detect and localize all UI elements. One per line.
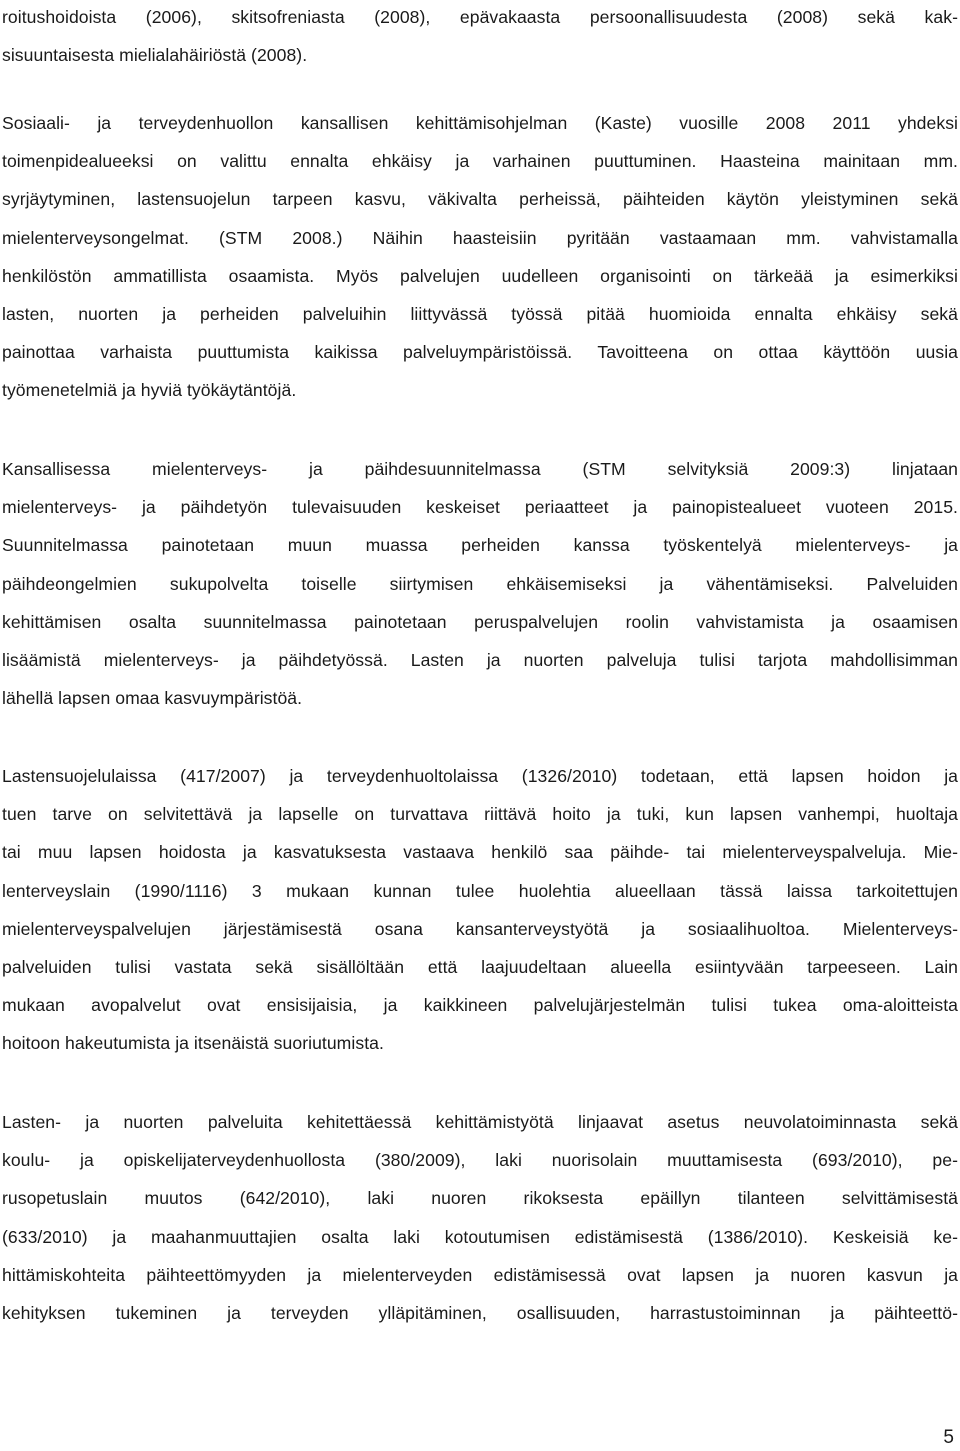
text-line: (633/2010) ja maahanmuuttajien osalta laki kotoutumisen edistämisestä (1386/2010). Keskeisiä ke- [2,1226,958,1247]
paragraph-youth-services [2,1103,958,1332]
text-line: lisäämistä mielenterveys- ja päihdetyössä. Lasten ja nuorten palveluja tulisi tarjota mahdollisimman [2,649,958,670]
text-line: Lasten- ja nuorten palveluita kehitettäessä kehittämistyötä linjaavat asetus neuvolatoiminnasta sekä [2,1112,958,1132]
text-line: kehityksen tukeminen ja terveyden ylläpitäminen, osallisuuden, harrastustoiminnan ja päihteettö- [2,1302,958,1323]
text-line: hoitoon hakeutumista ja itsenäistä suoriutumista. [2,1033,384,1054]
text-line: kehittämisen osalta suunnitelmassa painotetaan peruspalvelujen roolin vahvistamista ja osaamisen [2,611,958,632]
text-line: toimenpidealueeksi on valittu ennalta ehkäisy ja varhainen puuttuminen. Haasteina mainitaan mm. [2,151,958,172]
text-line: koulu- ja opiskelijaterveydenhuollosta (380/2009), laki nuorisolain muuttamisesta (693/2010), pe- [2,1150,958,1171]
text-line: henkilöstön ammatillista osaamista. Myös palvelujen uudelleen organisointi on tärkeää ja esimerkiksi [2,265,958,286]
text-line: päihdeongelmien sukupolvelta toiselle siirtymisen ehkäisemiseksi ja vähentämiseksi. Palveluiden [2,573,958,594]
text-line: työmenetelmiä ja hyviä työkäytäntöjä. [2,380,297,401]
text-line: syrjäytyminen, lastensuojelun tarpeen kasvu, väkivalta perheissä, päihteiden käytön yleistyminen sekä [2,189,958,210]
text-line: tai muu lapsen hoidosta ja kasvatuksesta vastaava henkilö saa päihde- tai mielenterveyspalveluja. Mie- [2,842,958,863]
text-line: hittämiskohteita päihteettömyyden ja mielenterveyden edistämisessä ovat lapsen ja nuoren kasvun ja [2,1264,958,1285]
text-line: Kansallisessa mielenterveys- ja päihdesuunnitelmassa (STM selvityksiä 2009:3) linjataan [2,459,958,479]
text-line: Lastensuojelulaissa (417/2007) ja terveydenhuoltolaissa (1326/2010) todetaan, että lapsen hoidon ja [2,766,958,786]
text-line: lenterveyslain (1990/1116) 3 mukaan kunnan tulee huolehtia alueellaan tässä laissa tarkoitettujen [2,880,958,901]
text-line: mielenterveysongelmat. (STM 2008.) Näihin haasteisiin pyritään vastaamaan mm. vahvistamalla [2,227,958,248]
text-line: rusopetuslain muutos (642/2010), laki nuoren rikoksesta epäillyn tilanteen selvittämisestä [2,1188,958,1209]
text-line: mielenterveyspalvelujen järjestämisestä osana kansanterveystyötä ja sosiaalihuoltoa. Mielenterveys- [2,918,958,939]
text-line: palveluiden tulisi vastata sekä sisällöltään että laajuudeltaan alueella esiintyvään tarpeeseen. Lain [2,956,958,977]
text-line: Suunnitelmassa painotetaan muun muassa perheiden kanssa työskentelyä mielenterveys- ja [2,535,958,556]
text-line: mielenterveys- ja päihdetyön tulevaisuuden keskeiset periaatteet ja painopistealueet vuoteen 2015. [2,497,958,518]
text-line: Sosiaali- ja terveydenhuollon kansallisen kehittämisohjelman (Kaste) vuosille 2008 2011 yhdeksi [2,113,958,133]
text-line: sisuuntaisesta mielialahäiriöstä (2008). [2,45,308,66]
text-line: lähellä lapsen omaa kasvuympäristöä. [2,688,303,709]
text-line: mukaan avopalvelut ovat ensisijaisia, ja kaikkineen palvelujärjestelmän tulisi tukea oma-aloitteista [2,995,958,1016]
paragraph-child-welfare-law [2,757,958,1063]
paragraph-intro-continuation [2,0,958,74]
text-line: painottaa varhaista puuttumista kaikissa palveluympäristöissä. Tavoitteena on ottaa käyttöön uusia [2,342,958,363]
paragraph-kaste [2,104,958,410]
text-line: roitushoidoista (2006), skitsofreniasta (2008), epävakaasta persoonallisuudesta (2008) sekä kak- [2,7,958,27]
text-line: lasten, nuorten ja perheiden palveluihin liittyvässä työssä pitää huomioida ennalta ehkäisy sekä [2,303,958,324]
paragraph-mental-health-plan [2,450,958,717]
page-number: 5 [943,1427,954,1448]
text-line: tuen tarve on selvitettävä ja lapselle on turvattava riittävä hoito ja tuki, kun lapsen vanhempi, huoltaja [2,804,958,825]
